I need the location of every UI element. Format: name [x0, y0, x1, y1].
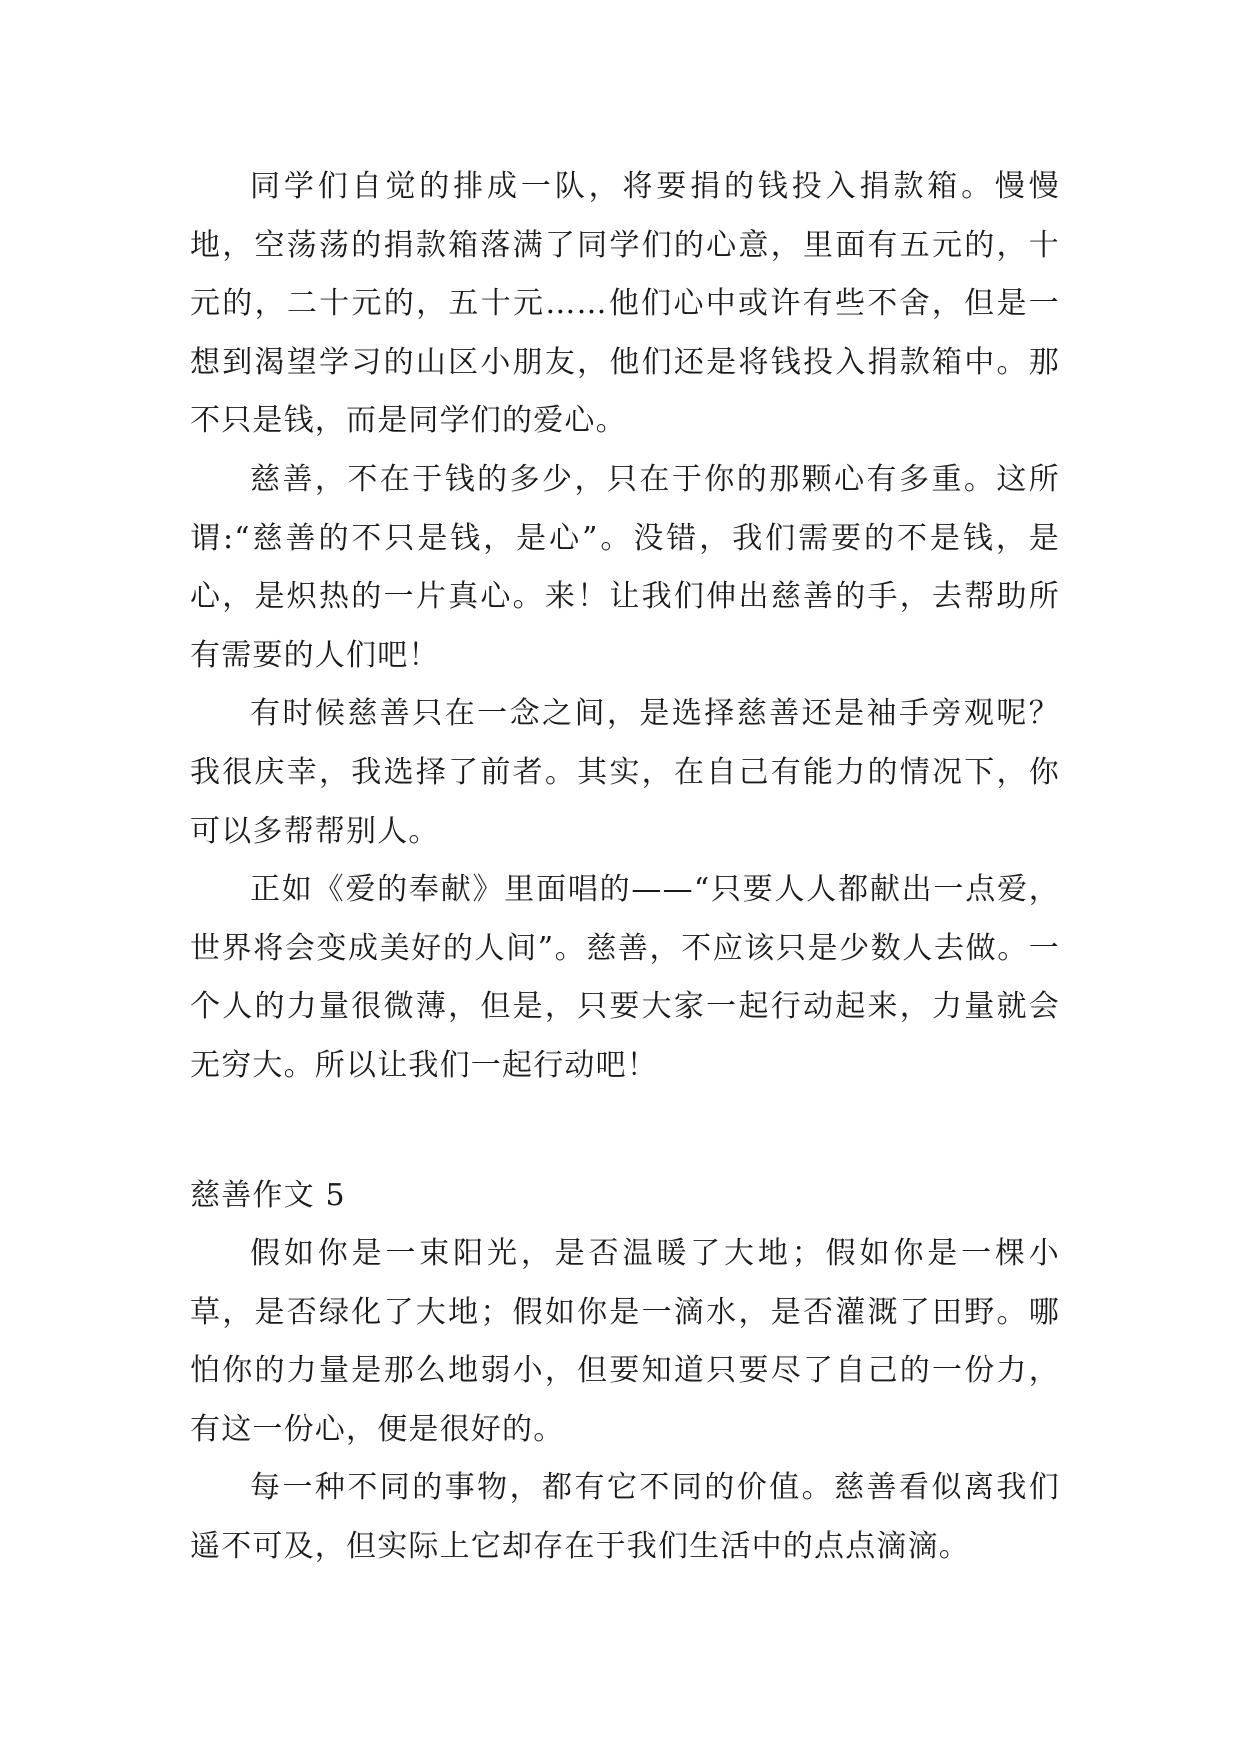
paragraph-donation-queue: 同学们自觉的排成一队，将要捐的钱投入捐款箱。慢慢地，空荡荡的捐款箱落满了同学们的心意，里面有五元的，十元的，二十元的，五十元……他们心中或许有些不舍，但是一想到渴望学习的山区小朋友，他们还是将钱投入捐款箱中。那不只是钱，而是同学们的爱心。 [190, 169, 1060, 439]
document-body [190, 158, 1060, 1577]
section-title: 慈善作文 5 [190, 1177, 346, 1213]
paragraph-choice: 有时候慈善只在一念之间，是选择慈善还是袖手旁观呢？我很庆幸，我选择了前者。其实，在自己有能力的情况下，你可以多帮帮别人。 [190, 696, 1060, 849]
paragraph-value: 每一种不同的事物，都有它不同的价值。慈善看似离我们遥不可及，但实际上它却存在于我们生活中的点点滴滴。 [190, 1470, 1060, 1565]
paragraph-sunshine: 假如你是一束阳光，是否温暖了大地；假如你是一棵小草，是否绿化了大地；假如你是一滴水，是否灌溉了田野。哪怕你的力量是那么地弱小，但要知道只要尽了自己的一份力，有这一份心，便是很好的。 [190, 1236, 1060, 1447]
paragraph-charity-heart: 慈善，不在于钱的多少，只在于你的那颗心有多重。这所谓:“慈善的不只是钱，是心”。没错，我们需要的不是钱，是心，是炽热的一片真心。来！让我们伸出慈善的手，去帮助所有需要的人们吧！ [190, 461, 1060, 673]
paragraph-song-quote: 正如《爱的奉献》里面唱的——“只要人人都献出一点爱，世界将会变成美好的人间”。慈善，不应该只是少数人去做。一个人的力量很微薄，但是，只要大家一起行动起来，力量就会无穷大。所以让我们一起行动吧！ [190, 872, 1060, 1083]
